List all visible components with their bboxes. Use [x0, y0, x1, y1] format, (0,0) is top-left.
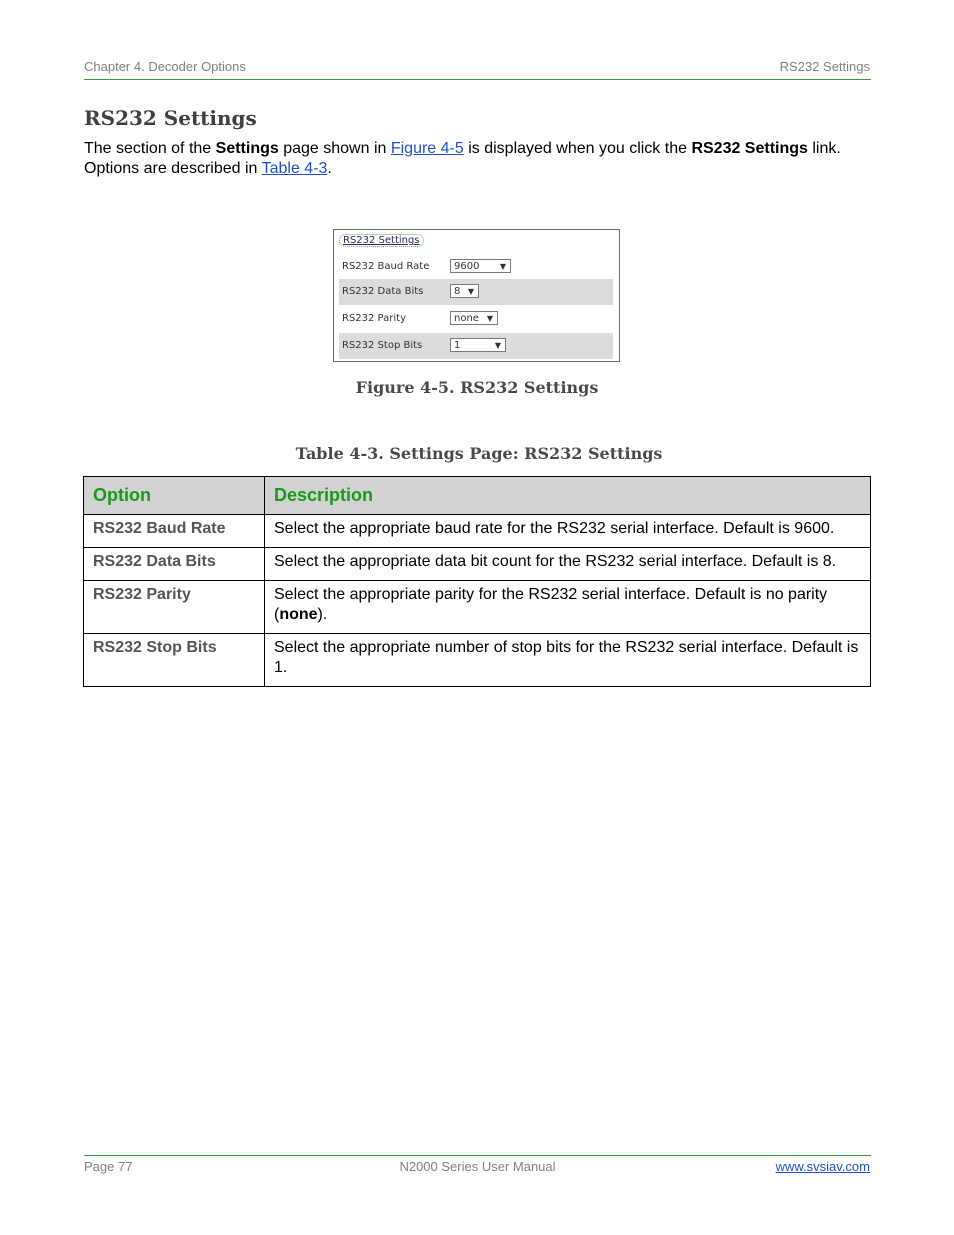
parity-select[interactable]: none ▼	[450, 311, 498, 325]
table-row	[84, 548, 871, 581]
figure-caption: Figure 4-5. RS232 Settings	[355, 378, 599, 397]
chevron-down-icon: ▼	[499, 262, 506, 271]
description-cell: Select the appropriate baud rate for the RS232 serial interface. Default is 9600.	[265, 515, 871, 548]
header-chapter: Chapter 4. Decoder Options	[84, 59, 246, 74]
table-row	[84, 634, 871, 687]
settings-screenshot	[333, 229, 620, 362]
parity-row	[339, 306, 613, 332]
parity-label: RS232 Parity	[342, 313, 406, 324]
header-section: RS232 Settings	[779, 59, 870, 74]
chevron-down-icon: ▼	[486, 314, 493, 323]
chevron-down-icon: ▼	[494, 341, 501, 350]
stop-bits-row	[339, 333, 613, 359]
description-cell: Select the appropriate number of stop bits for the RS232 serial interface. Default is 1.	[265, 634, 871, 687]
stop-bits-label: RS232 Stop Bits	[342, 340, 423, 351]
page-header	[84, 59, 871, 80]
table-link[interactable]: Table 4-3	[261, 160, 328, 177]
rs232-settings-link[interactable]: RS232 Settings	[339, 234, 424, 247]
website-link[interactable]: www.svsiav.com	[775, 1159, 870, 1174]
data-bits-row	[339, 279, 613, 305]
baud-rate-select[interactable]: 9600 ▼	[450, 259, 511, 273]
option-cell: RS232 Data Bits	[84, 548, 265, 581]
option-cell: RS232 Parity	[84, 581, 265, 634]
data-bits-select[interactable]: 8 ▼	[450, 284, 479, 298]
chevron-down-icon: ▼	[467, 287, 474, 296]
stop-bits-select[interactable]: 1 ▼	[450, 338, 506, 352]
figure-link[interactable]: Figure 4-5	[390, 140, 464, 157]
table-header-row	[84, 477, 871, 515]
baud-rate-row	[339, 254, 613, 280]
table-row	[84, 515, 871, 548]
options-table	[83, 476, 871, 687]
intro-paragraph: The section of the Settings page shown in Figure 4-5 is displayed when you click the RS232 Settings link. Options are described in Table 4-3.	[84, 140, 841, 177]
option-cell: RS232 Stop Bits	[84, 634, 265, 687]
section-title: RS232 Settings	[84, 106, 257, 130]
description-column-header: Description	[265, 477, 871, 515]
table-caption: Table 4-3. Settings Page: RS232 Settings	[295, 444, 663, 463]
description-cell: Select the appropriate parity for the RS232 serial interface. Default is no parity (none).	[265, 581, 871, 634]
data-bits-label: RS232 Data Bits	[342, 286, 424, 297]
option-column-header: Option	[84, 477, 265, 515]
page-number: Page 77	[84, 1159, 133, 1174]
description-cell: Select the appropriate data bit count for the RS232 serial interface. Default is 8.	[265, 548, 871, 581]
page-footer	[84, 1155, 871, 1178]
baud-rate-label: RS232 Baud Rate	[342, 261, 430, 272]
table-row	[84, 581, 871, 634]
manual-title: N2000 Series User Manual	[399, 1159, 556, 1174]
option-cell: RS232 Baud Rate	[84, 515, 265, 548]
